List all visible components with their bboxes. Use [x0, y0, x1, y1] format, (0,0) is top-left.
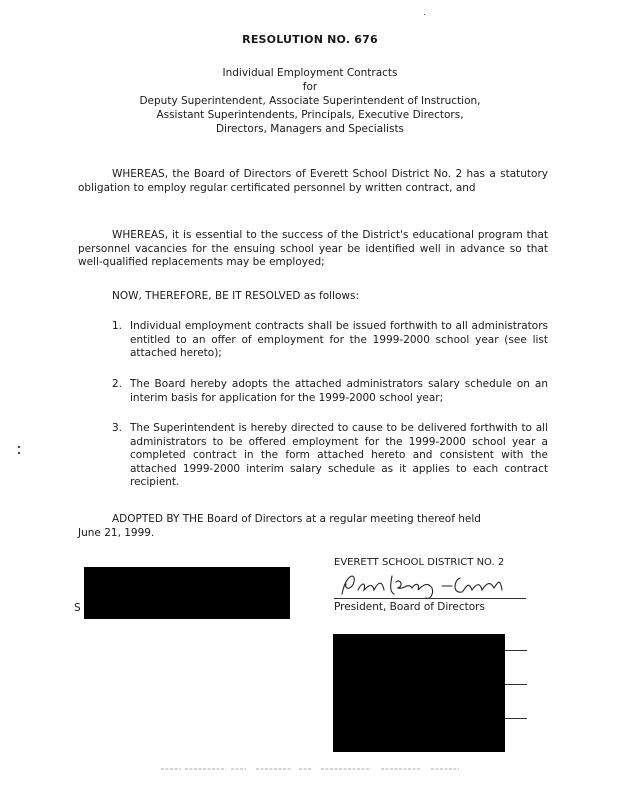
whereas-paragraph-2: WHEREAS, it is essential to the success of the District's educational program that personnel vacancies for the ensuing school year be identified well in advance so that well-qualified replacements may be employed;	[78, 229, 548, 268]
resolved-item-2	[112, 378, 548, 406]
subtitle-line-5: Directors, Managers and Specialists	[215, 123, 405, 135]
signature-line-stub	[505, 718, 527, 719]
item-text: The Superintendent is hereby directed to cause to be delivered forthwith to all administrators to be offered employment for the 1999-2000 school year a completed contract in the form attached hereto and consistent with the attached 1999-2000 interim salary schedule as it applies to each contract recipient.	[130, 422, 548, 488]
signature-line-stub	[505, 684, 527, 685]
president-title: President, Board of Directors	[334, 601, 485, 613]
item-number: 2.	[112, 378, 123, 390]
resolution-title: RESOLUTION NO. 676	[242, 33, 378, 46]
scan-speck	[18, 446, 20, 448]
scan-edge-noise	[12, 768, 608, 770]
adopted-line-2: June 21, 1999.	[78, 527, 155, 539]
subtitle-line-2: for	[302, 81, 318, 93]
resolved-item-3	[112, 422, 548, 492]
resolved-item-1	[112, 320, 548, 362]
subtitle-line-1: Individual Employment Contracts	[222, 67, 398, 79]
item-text: Individual employment contracts shall be issued forthwith to all administrators entitled to an offer of employment for the 1999-2000 school year (see list attached hereto);	[130, 320, 548, 359]
signature-line-stub	[505, 650, 527, 651]
scan-speck	[18, 452, 20, 454]
item-number: 1.	[112, 320, 123, 332]
adopted-line-1: ADOPTED BY THE Board of Directors at a regular meeting thereof held	[112, 513, 481, 525]
scan-speck	[424, 14, 425, 15]
item-number: 3.	[112, 422, 123, 434]
subtitle-line-3: Deputy Superintendent, Associate Superintendent of Instruction,	[139, 95, 481, 107]
subtitle-line-4: Assistant Superintendents, Principals, Executive Directors,	[156, 109, 464, 121]
redaction-box-right	[333, 634, 505, 752]
redaction-box-left	[84, 567, 290, 619]
left-signature-fragment: S	[74, 602, 81, 614]
resolved-intro: NOW, THEREFORE, BE IT RESOLVED as follows:	[112, 290, 359, 302]
whereas-paragraph-1: WHEREAS, the Board of Directors of Everett School District No. 2 has a statutory obligation to employ regular certificated personnel by written contract, and	[78, 168, 548, 194]
signature-line	[334, 598, 526, 599]
item-text: The Board hereby adopts the attached administrators salary schedule on an interim basis for application for the 1999-2000 school year;	[130, 378, 548, 404]
district-name: EVERETT SCHOOL DISTRICT NO. 2	[334, 557, 505, 568]
